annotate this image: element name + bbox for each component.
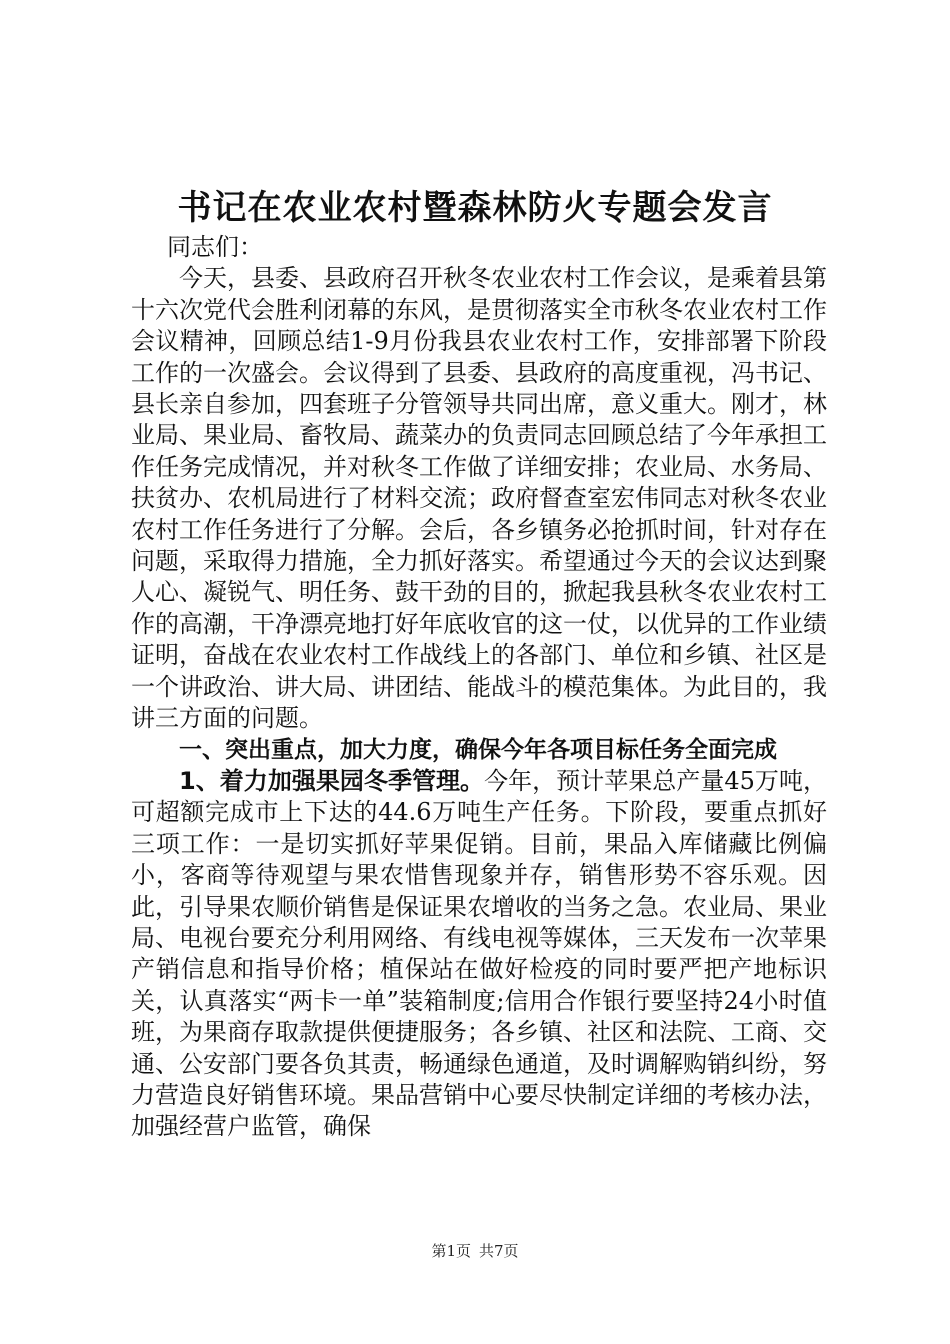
document-title: 书记在农业农村暨森林防火专题会发言 (177, 188, 773, 228)
document-body (131, 232, 827, 1143)
salutation: 同志们： (167, 233, 263, 261)
page-number-current: 第1页 (431, 1242, 471, 1260)
paragraph-intro: 今天，县委、县政府召开秋冬农业农村工作会议，是乘着县第十六次党代会胜利闭幕的东风，是贯彻落实全市秋冬农业农村工作会议精神，回顾总结1-9月份我县农业农村工作，安排部署下阶段工作的一次盛会。会议得到了县委、县政府的高度重视，冯书记、县长亲自参加，四套班子分管领导共同出席，意义重大。刚才，林业局、果业局、畜牧局、蔬菜办的负责同志回顾总结了今年承担工作任务完成情况，并对秋冬工作做了详细安排；农业局、水务局、扶贫办、农机局进行了材料交流；政府督查室宏伟同志对秋冬农业农村工作任务进行了分解。会后，各乡镇务必抢抓时间，针对存在问题，采取得力措施，全力抓好落实。希望通过今天的会议达到聚人心、凝锐气、明任务、鼓干劲的目的，掀起我县秋冬农业农村工作的高潮，干净漂亮地打好年底收官的这一仗，以优异的工作业绩证明，奋战在农业农村工作战线上的各部门、单位和乡镇、社区是一个讲政治、讲大局、讲团结、能战斗的模范集体。为此目的，我讲三方面的问题。 (131, 264, 827, 733)
section-heading-1: 一、突出重点，加大力度，确保今年各项目标任务全面完成 (179, 736, 777, 763)
item-1-lead: 1、着力加强果园冬季管理。 (179, 766, 485, 795)
page-footer (0, 1240, 950, 1262)
item-1-text: 今年，预计苹果总产量45万吨，可超额完成市上下达的44.6万吨生产任务。下阶段，要重点抓好三项工作：一是切实抓好苹果促销。目前，果品入库储藏比例偏小，客商等待观望与果农惜售现象并存，销售形势不容乐观。因此，引导果农顺价销售是保证果农增收的当务之急。农业局、果业局、电视台要充分利用网络、有线电视等媒体，三天发布一次苹果产销信息和指导价格；植保站在做好检疫的同时要严把产地标识关，认真落实“两卡一单”装箱制度;信用合作银行要坚持24小时值班，为果商存取款提供便捷服务；各乡镇、社区和法院、工商、交通、公安部门要各负其责，畅通绿色通道，及时调解购销纠纷，努力营造良好销售环境。果品营销中心要尽快制定详细的考核办法，加强经营户监管，确保 (131, 766, 827, 1141)
paragraph-item-1 (131, 766, 827, 1143)
page-number-total: 共7页 (479, 1242, 519, 1260)
